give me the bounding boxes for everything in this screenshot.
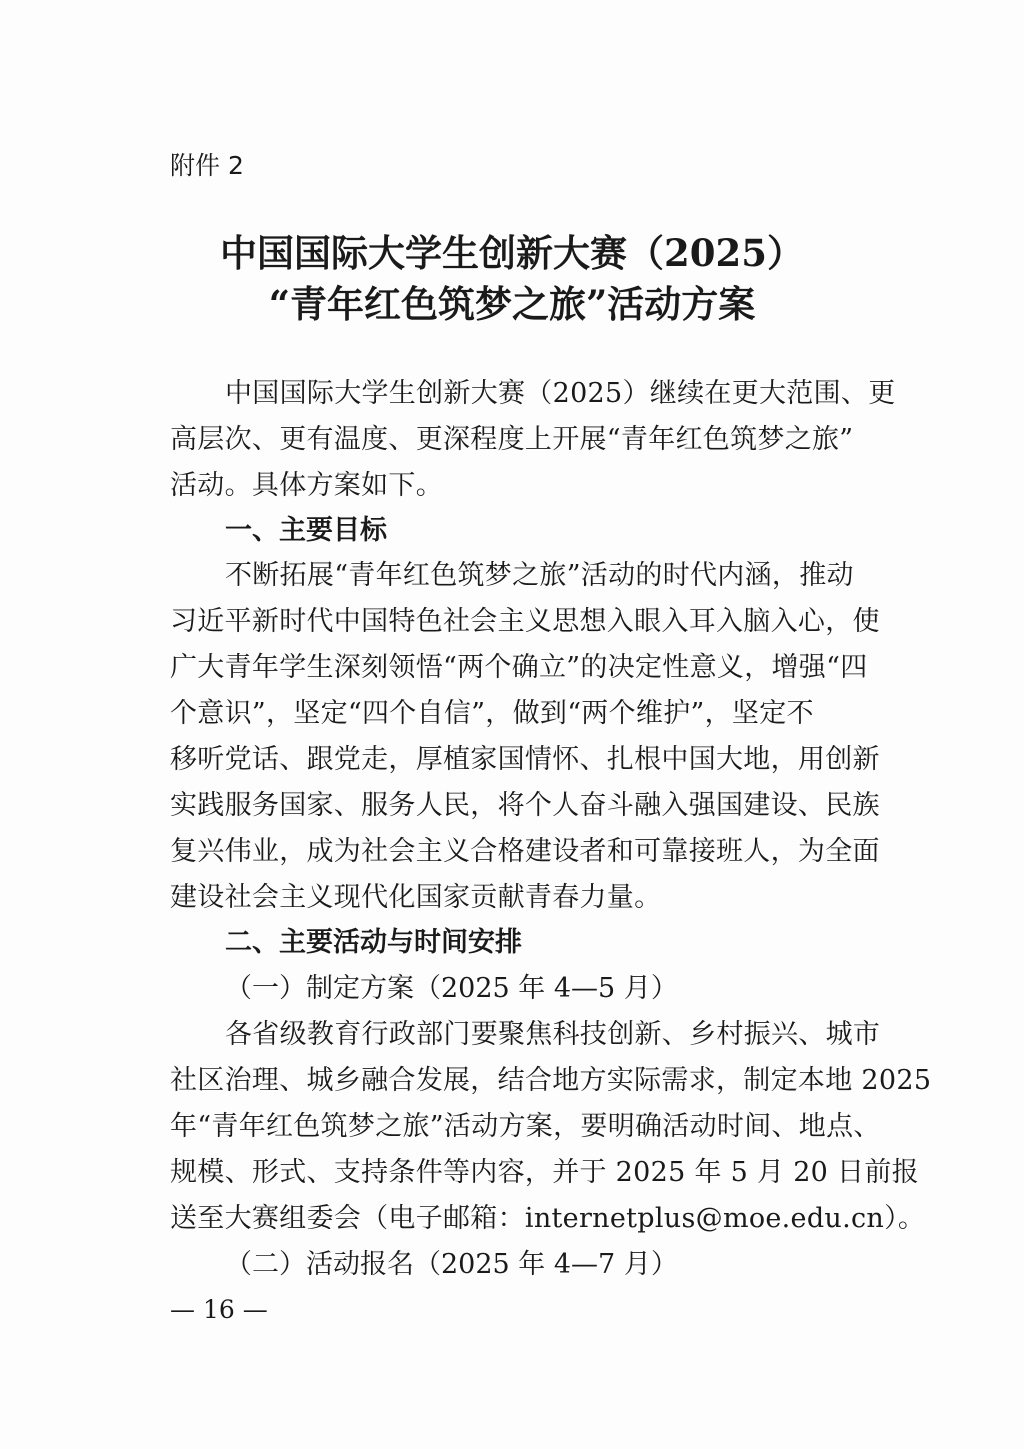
section-2-heading: 二、主要活动与时间安排 xyxy=(225,927,522,958)
section-1-line: 习近平新时代中国特色社会主义思想入眼入耳入脑入心，使 xyxy=(170,606,880,637)
subsection-1-line: 各省级教育行政部门要聚焦科技创新、乡村振兴、城市 xyxy=(225,1019,881,1050)
section-1-line: 广大青年学生深刻领悟“两个确立”的决定性意义，增强“四 xyxy=(170,652,868,683)
document-title-line-1: 中国国际大学生创新大赛（2025） xyxy=(220,231,804,275)
section-1-line: 实践服务国家、服务人民，将个人奋斗融入强国建设、民族 xyxy=(170,790,880,821)
subsection-1-line: 年“青年红色筑梦之旅”活动方案，要明确活动时间、地点、 xyxy=(170,1111,881,1142)
section-1-line: 不断拓展“青年红色筑梦之旅”活动的时代内涵，推动 xyxy=(225,560,854,591)
subsection-1-line: 送至大赛组委会（电子邮箱：internetplus@moe.edu.cn）。 xyxy=(170,1203,926,1234)
subsection-1-line: 规模、形式、支持条件等内容，并于 2025 年 5 月 20 日前报 xyxy=(170,1157,919,1188)
subsection-1-heading: （一）制定方案（2025 年 4—5 月） xyxy=(225,973,678,1004)
document-title-line-2: “青年红色筑梦之旅”活动方案 xyxy=(268,282,756,326)
section-1-line: 个意识”，坚定“四个自信”，做到“两个维护”，坚定不 xyxy=(170,698,814,729)
attachment-label: 附件 2 xyxy=(170,151,244,180)
section-1-line: 移听党话、跟党走，厚植家国情怀、扎根中国大地，用创新 xyxy=(170,744,880,775)
subsection-2-heading: （二）活动报名（2025 年 4—7 月） xyxy=(225,1249,678,1280)
intro-line-3: 活动。具体方案如下。 xyxy=(170,470,443,501)
intro-line-2: 高层次、更有温度、更深程度上开展“青年红色筑梦之旅” xyxy=(170,424,854,455)
section-1-line: 建设社会主义现代化国家贡献青春力量。 xyxy=(170,882,662,913)
subsection-1-line: 社区治理、城乡融合发展，结合地方实际需求，制定本地 2025 xyxy=(170,1065,932,1096)
intro-line-1: 中国国际大学生创新大赛（2025）继续在更大范围、更 xyxy=(225,378,896,409)
section-1-heading: 一、主要目标 xyxy=(225,515,387,546)
section-1-line: 复兴伟业，成为社会主义合格建设者和可靠接班人，为全面 xyxy=(170,836,880,867)
page-number: — 16 — xyxy=(170,1295,268,1324)
